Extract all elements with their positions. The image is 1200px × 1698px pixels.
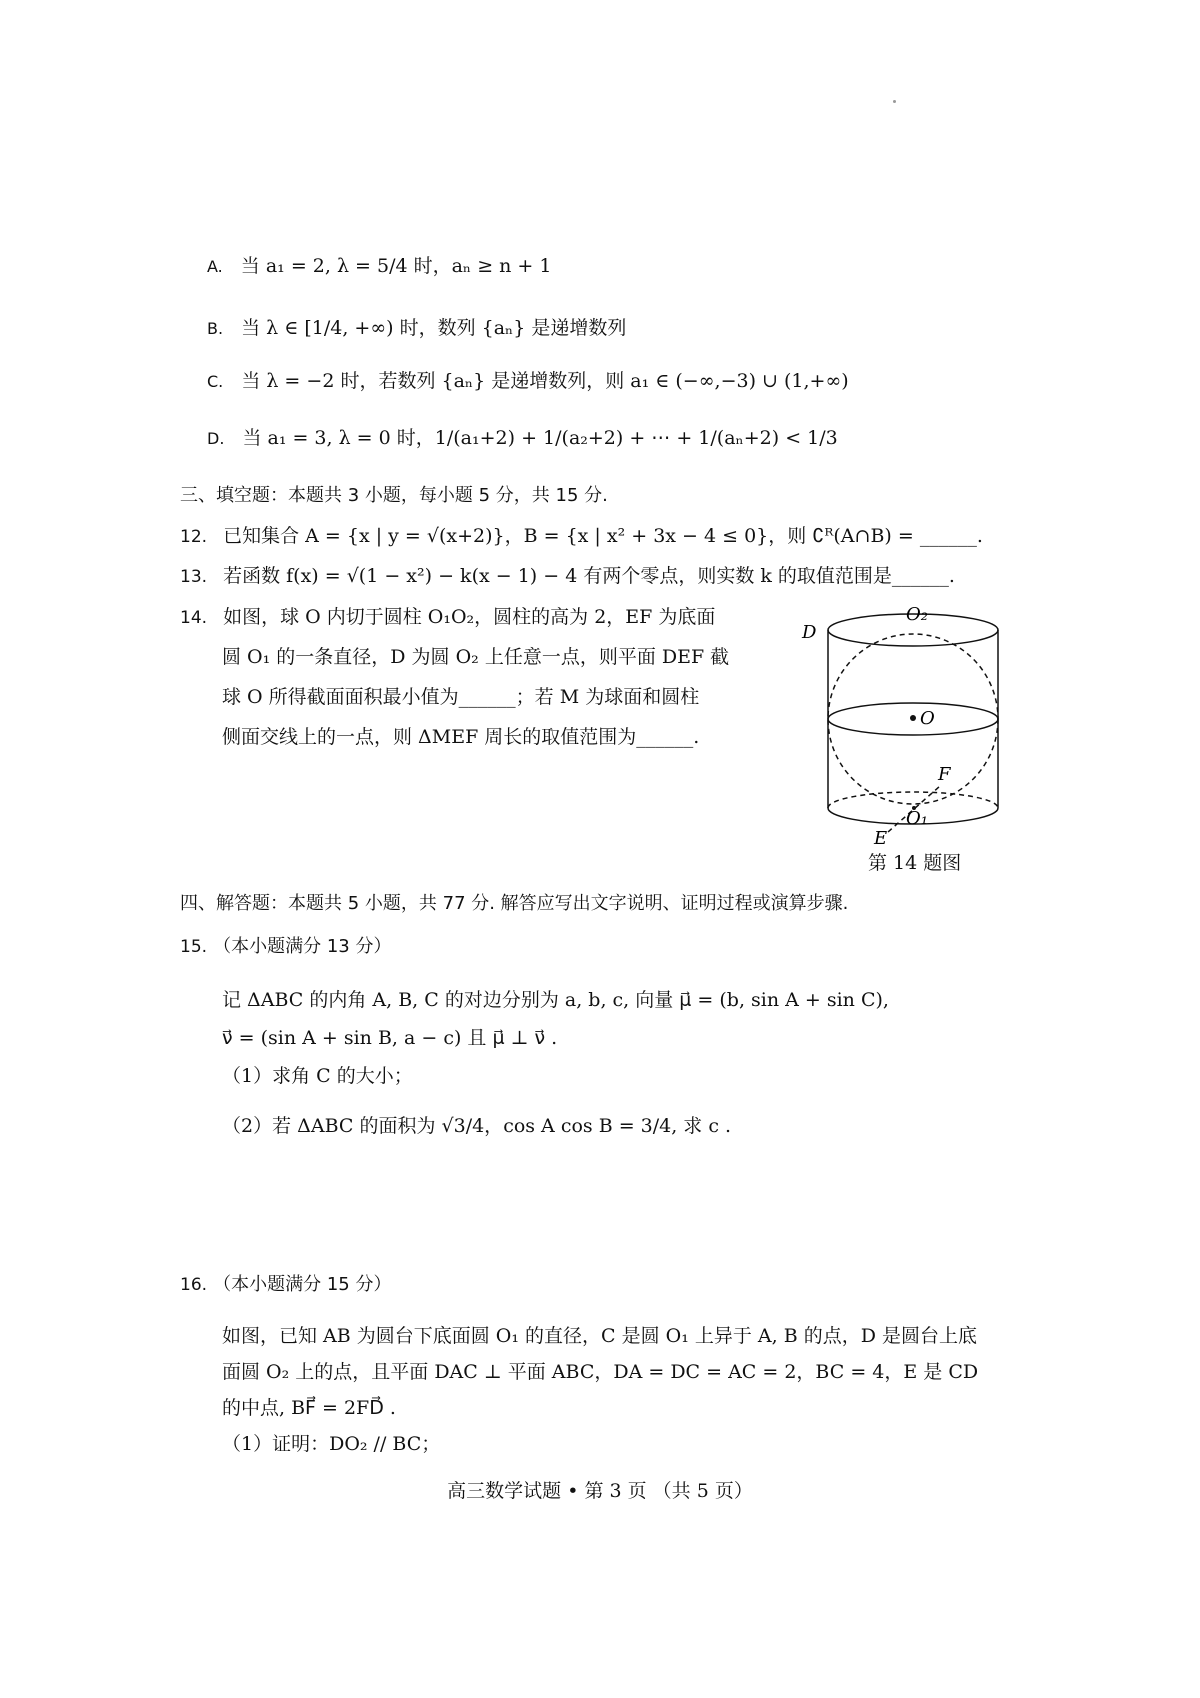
question-15-part-1: （1）求角 C 的大小；: [222, 1065, 413, 1087]
option-c-text: 当 λ = −2 时，若数列 {aₙ} 是递增数列，则 a₁ ∈ (−∞,−3) ∪ (1,+∞): [241, 370, 849, 392]
question-score: （本小题满分 13 分）: [213, 936, 392, 957]
question-14-line-1: [180, 603, 715, 632]
section-heading-fill-in: 三、填空题：本题共 3 小题，每小题 5 分，共 15 分.: [180, 485, 608, 506]
question-number: 15.: [180, 937, 208, 957]
question-15-line-1: 记 ΔABC 的内角 A, B, C 的对边分别为 a, b, c, 向量 μ⃗ = (b, sin A + sin C),: [222, 989, 889, 1011]
question-16-part-1: （1）证明：DO₂ // BC；: [222, 1433, 441, 1455]
page-footer: 高三数学试题 • 第 3 页 （共 5 页）: [447, 1480, 753, 1502]
label-f: F: [938, 764, 951, 785]
option-a: [207, 252, 551, 281]
question-16-line-3: 的中点, BF⃗ = 2FD⃗ .: [222, 1397, 396, 1419]
option-d-label: D.: [207, 429, 225, 448]
question-text: 已知集合 A = {x | y = √(x+2)}，B = {x | x² + 3x − 4 ≤ 0}，则 ∁ᴿ(A∩B) = ______.: [223, 525, 983, 547]
bottom-ellipse-back: [828, 792, 998, 808]
label-o: O: [920, 708, 935, 729]
question-14-line-2: 圆 O₁ 的一条直径，D 为圆 O₂ 上任意一点，则平面 DEF 截: [222, 646, 730, 668]
question-number: 13.: [180, 567, 208, 587]
question-number: 14.: [180, 608, 208, 628]
option-d-text: 当 a₁ = 3, λ = 0 时，1/(a₁+2) + 1/(a₂+2) + ⋯ + 1/(aₙ+2) < 1/3: [242, 427, 838, 449]
question-15-part-2: （2）若 ΔABC 的面积为 √3/4，cos A cos B = 3/4, 求 c .: [222, 1115, 732, 1137]
label-o1: O₁: [906, 808, 928, 829]
label-e: E: [874, 828, 888, 849]
label-d: D: [802, 622, 817, 643]
option-b: [207, 314, 626, 343]
option-c: [207, 367, 849, 396]
question-text: 如图，球 O 内切于圆柱 O₁O₂，圆柱的高为 2，EF 为底面: [223, 606, 716, 628]
question-14-line-4: 侧面交线上的一点，则 ΔMEF 周长的取值范围为______.: [222, 726, 700, 748]
center-o-point: [910, 715, 916, 721]
figure-caption: 第 14 题图: [868, 852, 962, 874]
option-b-text: 当 λ ∈ [1/4, +∞) 时，数列 {aₙ} 是递增数列: [241, 317, 627, 339]
question-15-line-2: ν⃗ = (sin A + sin B, a − c) 且 μ⃗ ⊥ ν⃗ .: [222, 1027, 558, 1049]
option-c-label: C.: [207, 372, 224, 391]
question-16-line-2: 面圆 O₂ 上的点，且平面 DAC ⊥ 平面 ABC，DA = DC = AC = 2，BC = 4，E 是 CD: [222, 1361, 979, 1383]
question-text: 若函数 f(x) = √(1 − x²) − k(x − 1) − 4 有两个零点，则实数 k 的取值范围是______.: [223, 565, 955, 587]
question-16-line-1: 如图，已知 AB 为圆台下底面圆 O₁ 的直径，C 是圆 O₁ 上异于 A, B 的点，D 是圆台上底: [222, 1325, 978, 1347]
question-14-line-3: 球 O 所得截面面积最小值为______；若 M 为球面和圆柱: [222, 686, 700, 708]
section-heading-solutions: 四、解答题：本题共 5 小题，共 77 分. 解答应写出文字说明、证明过程或演算步骤.: [180, 893, 849, 914]
question-score: （本小题满分 15 分）: [213, 1274, 392, 1295]
question-number: 12.: [180, 527, 208, 547]
question-13: [180, 562, 955, 591]
option-d: [207, 424, 838, 453]
question-16-header: [180, 1270, 391, 1299]
option-a-text: 当 a₁ = 2, λ = 5/4 时，aₙ ≥ n + 1: [240, 255, 552, 277]
cylinder-sphere-figure: [802, 604, 1018, 849]
question-12: [180, 522, 983, 551]
equator-front: [828, 719, 998, 735]
scan-speck: [893, 100, 896, 103]
option-b-label: B.: [207, 319, 224, 338]
question-15-header: [180, 932, 391, 961]
label-o2: O₂: [906, 604, 928, 625]
question-number: 16.: [180, 1275, 208, 1295]
option-a-label: A.: [207, 257, 223, 276]
